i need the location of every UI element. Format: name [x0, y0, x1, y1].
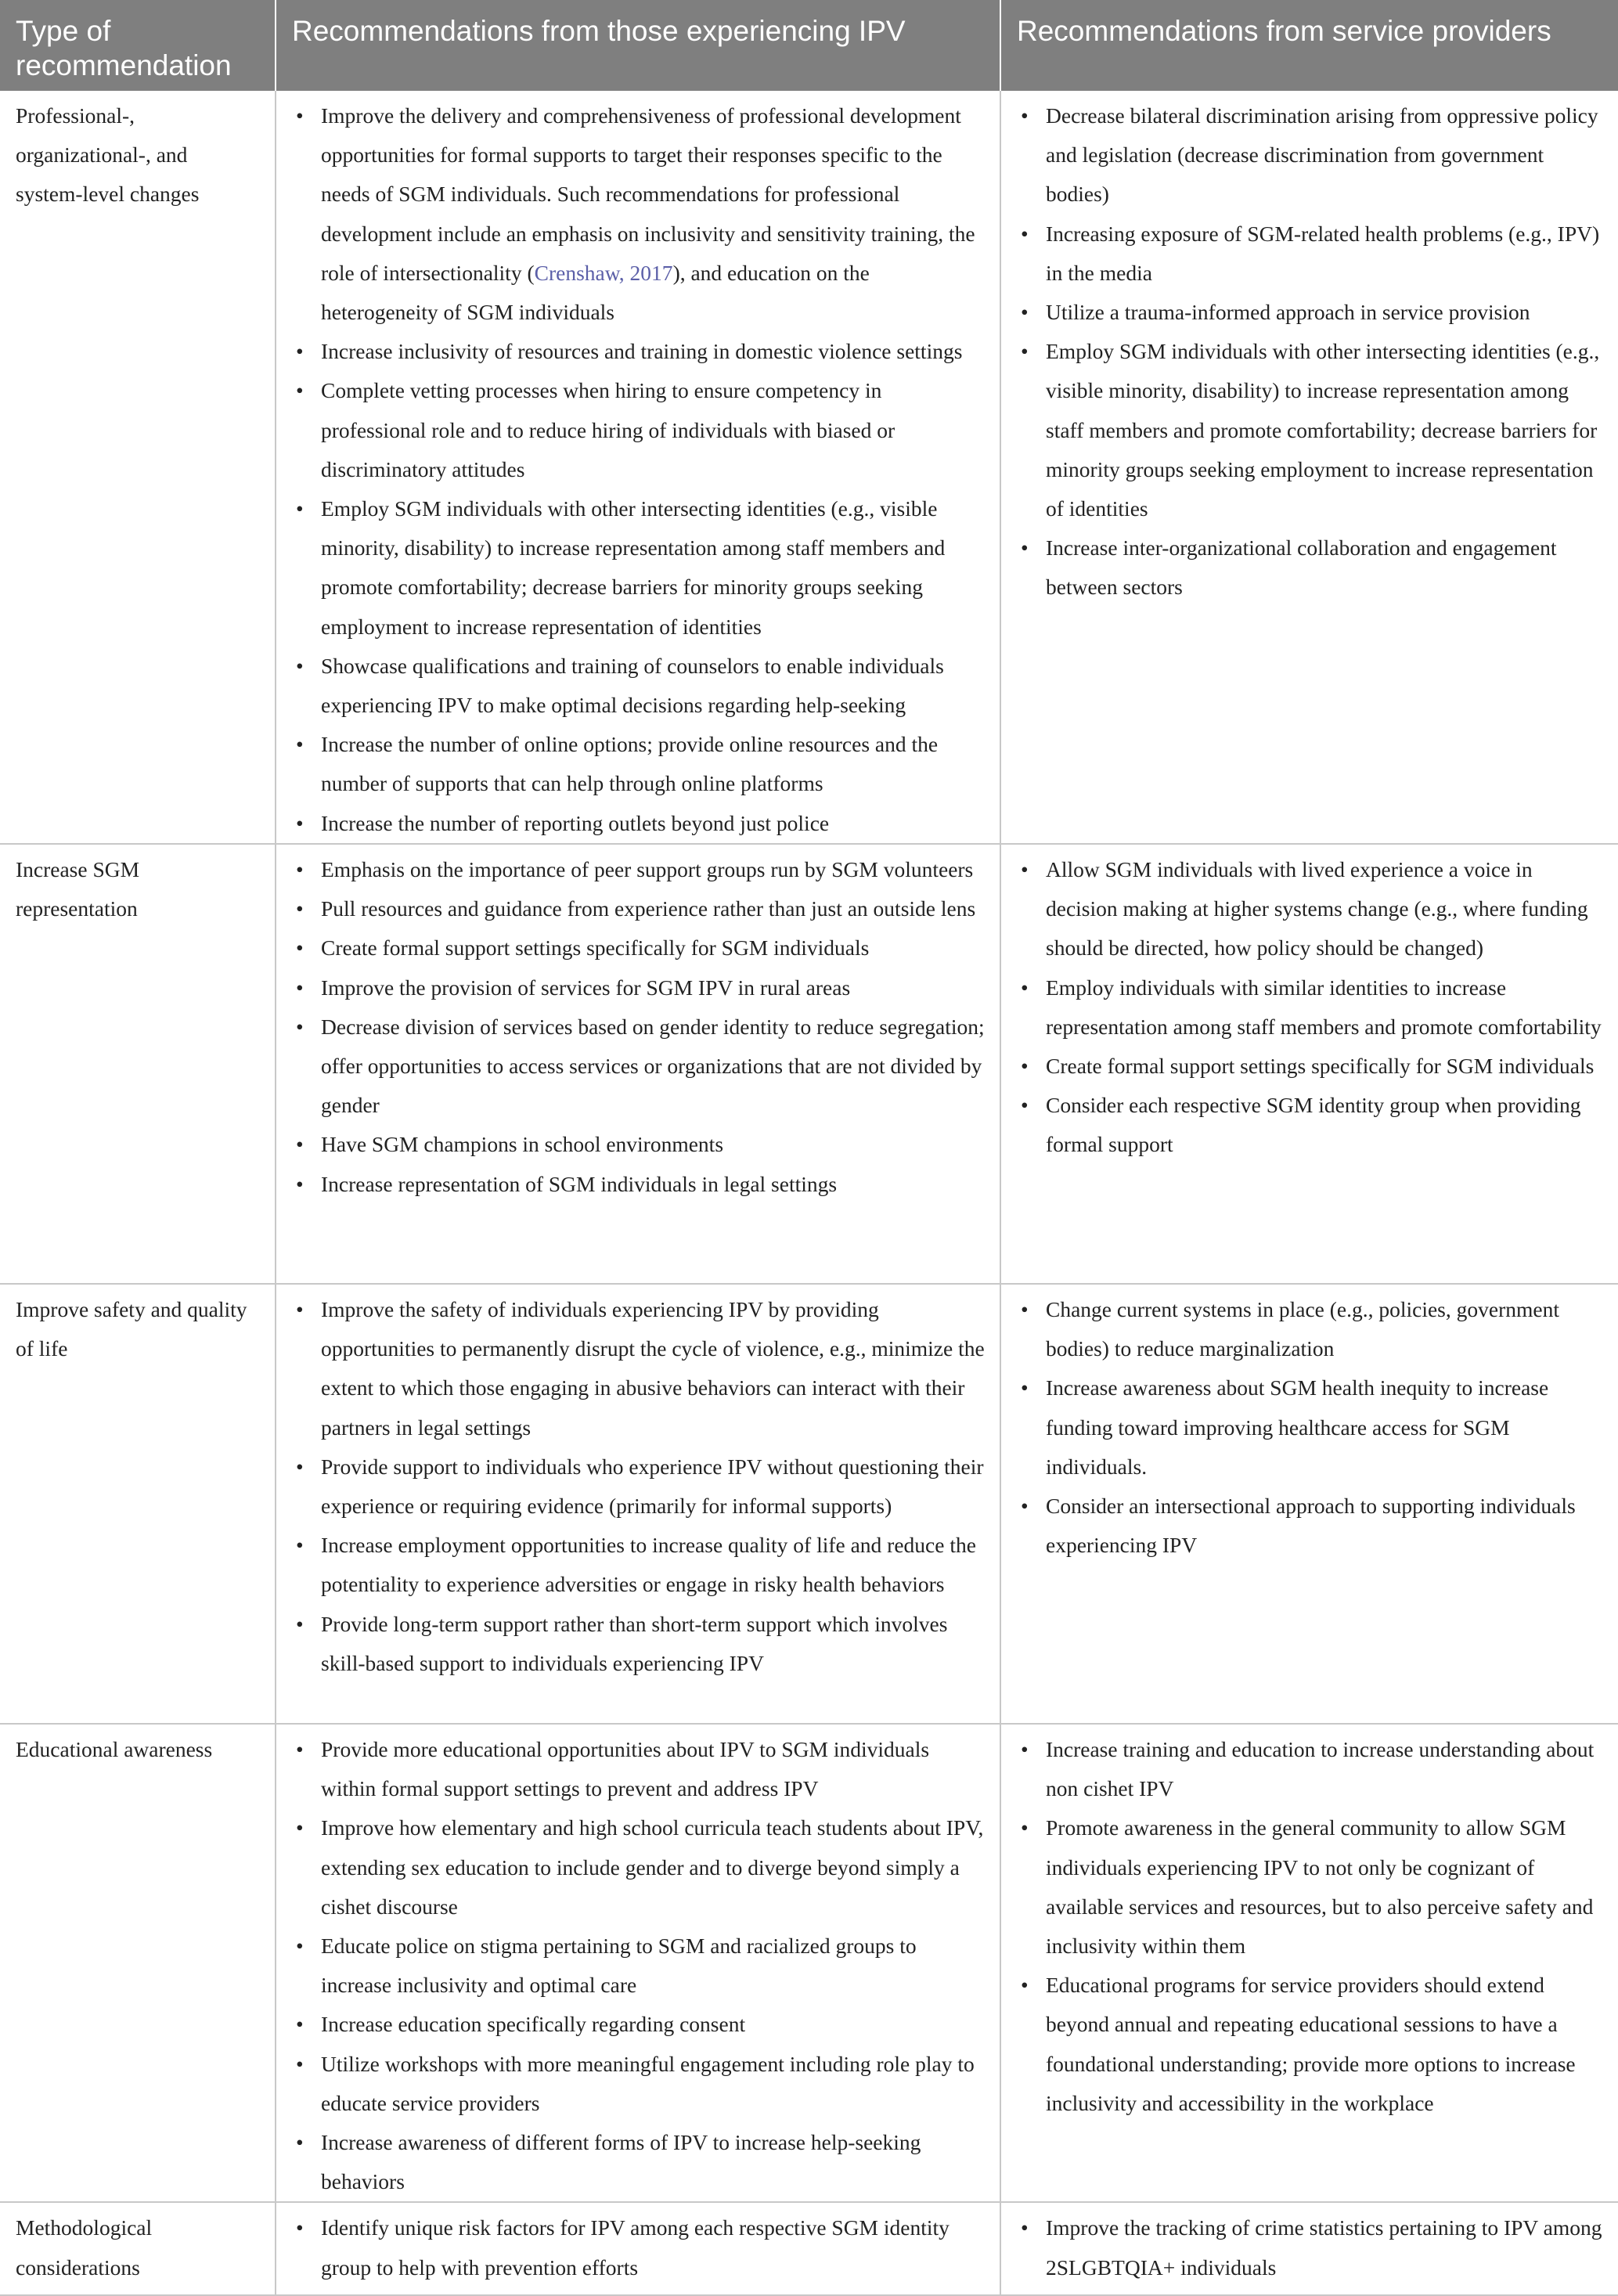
list-item: • Increase inclusivity of resources and training in domestic violence settings [321, 332, 989, 371]
list-item: • Increase the number of reporting outlets beyond just police [321, 804, 989, 843]
list-item: • Allow SGM individuals with lived experience a voice in decision making at higher systems change (e.g., where funding should be directed, how policy should be changed) [1046, 850, 1607, 968]
providers-cell [1000, 1284, 1618, 1724]
list-item: • Improve the tracking of crime statistics pertaining to IPV among 2SLGBTQIA+ individuals [1046, 2208, 1607, 2287]
list-item: • Educate police on stigma pertaining to SGM and racialized groups to increase inclusivity and optimal care [321, 1927, 989, 2005]
citation-link[interactable]: Crenshaw, 2017 [534, 260, 673, 285]
providers-cell [1000, 2202, 1618, 2295]
list-item: • Increase awareness of different forms of IPV to increase help-seeking behaviors [321, 2123, 989, 2201]
list-item: • Consider each respective SGM identity group when providing formal support [1046, 1086, 1607, 1164]
table-header-row [0, 0, 1618, 91]
list-item: • Increase inter-organizational collaboration and engagement between sectors [1046, 528, 1607, 607]
list-item: • Provide support to individuals who experience IPV without questioning their experience or requiring evidence (primarily for informal supports) [321, 1447, 989, 1526]
list-item: • Employ SGM individuals with other intersecting identities (e.g., visible minority, disability) to increase representation among staff members and promote comfortability; decrease barriers for minority groups seeking employment to increase representation of identities [321, 489, 989, 647]
ipv-cell [276, 1724, 1000, 2202]
list-item: • Improve the safety of individuals experiencing IPV by providing opportunities to permanently disrupt the cycle of violence, e.g., minimize the extent to which those engaging in abusive behaviors can interact with their partners in legal settings [321, 1290, 989, 1447]
table-row [0, 1284, 1618, 1724]
row-type: Methodological considerations [0, 2202, 276, 2295]
row-type: Professional-, organizational-, and system-level changes [0, 91, 276, 844]
list-item: • Complete vetting processes when hiring to ensure competency in professional role and to reduce hiring of individuals with biased or discriminatory attitudes [321, 371, 989, 489]
list-item: • Utilize a trauma-informed approach in service provision [1046, 293, 1607, 332]
header-type: Type of recommendation [0, 0, 276, 91]
list-item: • Decrease division of services based on gender identity to reduce segregation; offer opportunities to access services or organizations that are not divided by gender [321, 1007, 989, 1126]
list-item: • Increase awareness about SGM health inequity to increase funding toward improving healthcare access for SGM individuals. [1046, 1368, 1607, 1487]
providers-cell [1000, 844, 1618, 1284]
list-item: • Create formal support settings specifically for SGM individuals [1046, 1047, 1607, 1086]
list-item: • Increase representation of SGM individuals in legal settings [321, 1165, 989, 1204]
list-item: • Decrease bilateral discrimination arising from oppressive policy and legislation (decrease discrimination from government bodies) [1046, 96, 1607, 214]
header-providers: Recommendations from service providers [1000, 0, 1618, 91]
row-type: Educational awareness [0, 1724, 276, 2202]
list-item: • Improve the provision of services for SGM IPV in rural areas [321, 968, 989, 1007]
list-item: • Provide long-term support rather than short-term support which involves skill-based support to individuals experiencing IPV [321, 1605, 989, 1683]
list-item: • Consider an intersectional approach to supporting individuals experiencing IPV [1046, 1487, 1607, 1565]
list-item: • Increase training and education to increase understanding about non cishet IPV [1046, 1730, 1607, 1808]
list-item: • Improve how elementary and high school curricula teach students about IPV, extending sex education to include gender and to diverge beyond simply a cishet discourse [321, 1808, 989, 1927]
list-item: • Showcase qualifications and training of counselors to enable individuals experiencing IPV to make optimal decisions regarding help-seeking [321, 647, 989, 725]
ipv-cell [276, 2202, 1000, 2295]
list-item: • Emphasis on the importance of peer support groups run by SGM volunteers [321, 850, 989, 889]
list-item: • Educational programs for service providers should extend beyond annual and repeating educational sessions to have a foundational understanding; provide more options to increase inclusivity and accessibility in the workplace [1046, 1966, 1607, 2123]
list-item: • Create formal support settings specifically for SGM individuals [321, 928, 989, 968]
list-item: • Pull resources and guidance from experience rather than just an outside lens [321, 889, 989, 928]
list-item: • Improve the delivery and comprehensiveness of professional development opportunities for formal supports to target their responses specific to the needs of SGM individuals. Such recommendations for professional development include an emphasis on inclusivity and sensitivity training, the role of intersectionality (Crenshaw, 2017), and education on the heterogeneity of SGM individuals [321, 96, 989, 332]
ipv-cell [276, 91, 1000, 844]
ipv-cell [276, 844, 1000, 1284]
list-item: • Utilize workshops with more meaningful engagement including role play to educate service providers [321, 2045, 989, 2123]
table-row [0, 2202, 1618, 2295]
list-item: • Increase employment opportunities to increase quality of life and reduce the potentiality to experience adversities or engage in risky health behaviors [321, 1526, 989, 1604]
list-item: • Identify unique risk factors for IPV among each respective SGM identity group to help with prevention efforts [321, 2208, 989, 2287]
table-row [0, 91, 1618, 844]
list-item: • Employ SGM individuals with other intersecting identities (e.g., visible minority, disability) to increase representation among staff members and promote comfortability; decrease barriers for minority groups seeking employment to increase representation of identities [1046, 332, 1607, 528]
list-item: • Increase education specifically regarding consent [321, 2005, 989, 2044]
table-row [0, 844, 1618, 1284]
row-type: Improve safety and quality of life [0, 1284, 276, 1724]
row-type: Increase SGM representation [0, 844, 276, 1284]
ipv-cell [276, 1284, 1000, 1724]
list-item: • Promote awareness in the general community to allow SGM individuals experiencing IPV to not only be cognizant of available services and resources, but to also perceive safety and inclusivity within them [1046, 1808, 1607, 1966]
list-item: • Have SGM champions in school environments [321, 1125, 989, 1164]
list-item: • Employ individuals with similar identities to increase representation among staff members and promote comfortability [1046, 968, 1607, 1047]
header-ipv: Recommendations from those experiencing IPV [276, 0, 1000, 91]
list-item: • Increase the number of online options; provide online resources and the number of supports that can help through online platforms [321, 725, 989, 803]
table-row [0, 1724, 1618, 2202]
providers-cell [1000, 91, 1618, 844]
list-item: • Provide more educational opportunities about IPV to SGM individuals within formal support settings to prevent and address IPV [321, 1730, 989, 1808]
list-item: • Change current systems in place (e.g., policies, government bodies) to reduce marginalization [1046, 1290, 1607, 1368]
providers-cell [1000, 1724, 1618, 2202]
list-item: • Increasing exposure of SGM-related health problems (e.g., IPV) in the media [1046, 214, 1607, 293]
